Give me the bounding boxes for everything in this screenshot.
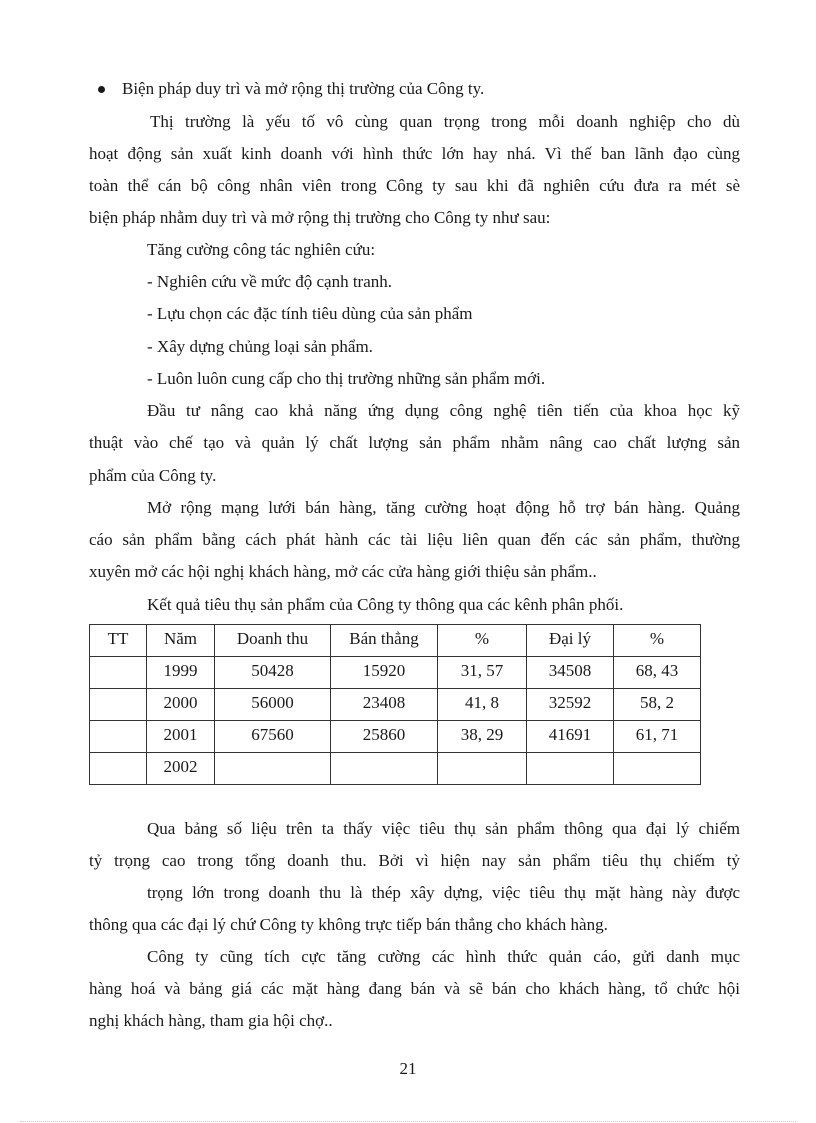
table-cell (614, 753, 701, 785)
table-cell (527, 753, 614, 785)
header-cell: TT (90, 625, 147, 657)
paragraph-4-line-3: trọng lớn trong doanh thu là thép xây dựng, việc tiêu thụ mặt hàng này được (147, 883, 740, 902)
table-cell (331, 753, 438, 785)
header-cell: % (438, 625, 527, 657)
research-item: - Luôn luôn cung cấp cho thị trường những sản phẩm mới. (147, 369, 546, 388)
paragraph-2-line-3: phẩm của Công ty. (89, 466, 217, 485)
table-cell (438, 753, 527, 785)
table-cell: 15920 (331, 657, 438, 689)
table-cell (90, 689, 147, 721)
paragraph-1-line-1: Thị trường là yếu tố vô cùng quan trọng trong mỗi doanh nghiệp cho dù (150, 112, 740, 131)
table-row (90, 753, 701, 785)
table-cell: 58, 2 (614, 689, 701, 721)
table-cell: 61, 71 (614, 721, 701, 753)
paragraph-4-line-4: thông qua các đại lý chứ Công ty không trực tiếp bán thẳng cho khách hàng. (89, 915, 608, 934)
research-item: - Xây dựng chủng loại sản phẩm. (147, 337, 373, 356)
header-cell: Năm (147, 625, 215, 657)
table-cell: 2002 (147, 753, 215, 785)
paragraph-2-line-1: Đầu tư nâng cao khả năng ứng dụng công nghệ tiên tiến của khoa học kỹ (147, 401, 740, 420)
table-row (90, 657, 701, 689)
paragraph-3-line-1: Mở rộng mạng lưới bán hàng, tăng cường hoạt động hỗ trợ bán hàng. Quảng (147, 498, 740, 517)
footer-divider (20, 1121, 796, 1122)
table-cell (90, 657, 147, 689)
paragraph-5-line-2: hàng hoá và bảng giá các mặt hàng đang bán và sẽ bán cho khách hàng, tổ chức hội (89, 979, 740, 998)
paragraph-1-line-4: biện pháp nhằm duy trì và mở rộng thị trường cho Công ty như sau: (89, 208, 551, 227)
paragraph-4-line-2: tỷ trọng cao trong tổng doanh thu. Bởi vì hiện nay sản phẩm tiêu thụ chiếm tỷ (89, 851, 740, 870)
table-caption: Kết quả tiêu thụ sản phẩm của Công ty thông qua các kênh phân phối. (147, 595, 624, 614)
paragraph-2-line-2: thuật vào chế tạo và quản lý chất lượng sản phẩm nhằm nâng cao chất lượng sản (89, 433, 740, 452)
table-cell: 31, 57 (438, 657, 527, 689)
paragraph-3-line-2: cáo sản phẩm bằng cách phát hành các tài liệu liên quan đến các sản phẩm, thường (89, 530, 740, 549)
table-cell: 32592 (527, 689, 614, 721)
table-cell: 56000 (215, 689, 331, 721)
section-heading: Biện pháp duy trì và mở rộng thị trường của Công ty. (122, 79, 485, 98)
paragraph-1-line-3: toàn thể cán bộ công nhân viên trong Công ty sau khi đã nghiên cứu đưa ra mét sè (89, 176, 740, 195)
header-cell: Đại lý (527, 625, 614, 657)
header-cell: % (614, 625, 701, 657)
table-cell: 1999 (147, 657, 215, 689)
research-heading: Tăng cường công tác nghiên cứu: (147, 240, 376, 259)
table-cell: 67560 (215, 721, 331, 753)
table-cell: 34508 (527, 657, 614, 689)
page-number: 21 (399, 1059, 417, 1078)
paragraph-1-line-2: hoạt động sản xuất kinh doanh với hình thức lớn hay nhá. Vì thế ban lãnh đạo cùng (89, 144, 740, 163)
table-cell: 41, 8 (438, 689, 527, 721)
table-cell: 25860 (331, 721, 438, 753)
table-cell (90, 753, 147, 785)
table-row (90, 721, 701, 753)
table-cell: 68, 43 (614, 657, 701, 689)
paragraph-4-line-1: Qua bảng số liệu trên ta thấy việc tiêu thụ sản phẩm thông qua đại lý chiếm (147, 819, 740, 838)
header-cell: Bán thẳng (331, 625, 438, 657)
table-cell: 50428 (215, 657, 331, 689)
table-row (90, 689, 701, 721)
paragraph-5-line-3: nghị khách hàng, tham gia hội chợ.. (89, 1011, 333, 1030)
table-header-row (90, 625, 701, 657)
table-cell (90, 721, 147, 753)
research-item: - Lựu chọn các đặc tính tiêu dùng của sản phẩm (147, 304, 473, 323)
sales-table (89, 624, 701, 785)
bullet-icon (98, 86, 105, 93)
table-cell: 2001 (147, 721, 215, 753)
table-cell: 23408 (331, 689, 438, 721)
paragraph-3-line-3: xuyên mở các hội nghị khách hàng, mở các cửa hàng giới thiệu sản phẩm.. (89, 562, 597, 581)
table-cell: 38, 29 (438, 721, 527, 753)
table-cell: 2000 (147, 689, 215, 721)
table-cell: 41691 (527, 721, 614, 753)
table-cell (215, 753, 331, 785)
research-item: - Nghiên cứu về mức độ cạnh tranh. (147, 272, 393, 291)
paragraph-5-line-1: Công ty cũng tích cực tăng cường các hình thức quản cáo, gửi danh mục (147, 947, 740, 966)
header-cell: Doanh thu (215, 625, 331, 657)
